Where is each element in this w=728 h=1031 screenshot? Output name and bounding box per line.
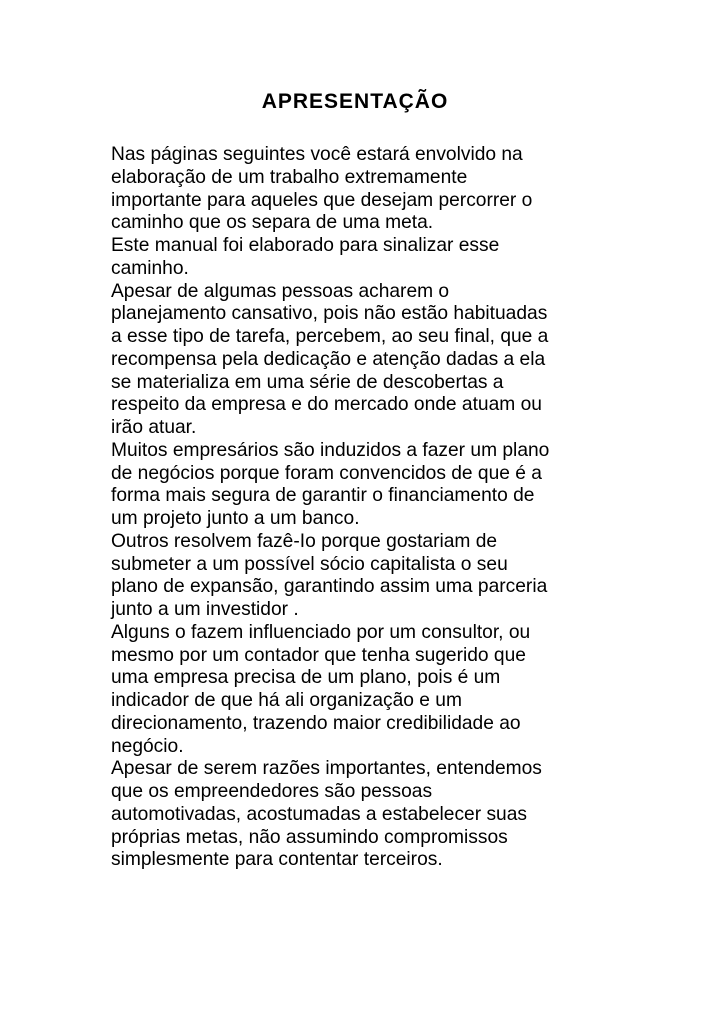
body-text <box>111 144 631 872</box>
text-line: Este manual foi elaborado para sinalizar esse <box>111 235 500 256</box>
text-line: automotivadas, acostumadas a estabelecer suas <box>111 803 527 825</box>
text-line: de negócios porque foram convencidos de que é a <box>111 462 542 484</box>
text-line: próprias metas, não assumindo compromissos <box>111 826 508 848</box>
text-line: um projeto junto a um banco. <box>111 508 360 529</box>
text-line: Muitos empresários são induzidos a fazer um plano <box>111 439 550 461</box>
text-line: plano de expansão, garantindo assim uma parceria <box>111 576 548 598</box>
text-line: planejamento cansativo, pois não estão habituadas <box>111 303 548 325</box>
text-line: uma empresa precisa de um plano, pois é um <box>111 667 501 689</box>
text-line: Apesar de algumas pessoas acharem o <box>111 280 450 302</box>
text-line: mesmo por um contador que tenha sugerido que <box>111 644 526 666</box>
text-line: importante para aqueles que desejam percorrer o <box>111 189 533 211</box>
text-line: Apesar de serem razões importantes, entendemos <box>111 758 542 780</box>
text-line: recompensa pela dedicação e atenção dadas a ela <box>111 348 546 370</box>
text-line: caminho. <box>111 257 189 279</box>
text-line: respeito da empresa e do mercado onde atuam ou <box>111 394 542 416</box>
text-line: que os empreendedores são pessoas <box>111 781 433 802</box>
text-line: direcionamento, trazendo maior credibilidade ao <box>111 712 521 734</box>
text-line: indicador de que há ali organização e um <box>111 690 462 711</box>
page-title: APRESENTAÇÃO <box>261 90 449 113</box>
text-line: caminho que os separa de uma meta. <box>111 212 434 234</box>
text-line: Nas páginas seguintes você estará envolvido na <box>111 144 523 165</box>
text-line: a esse tipo de tarefa, percebem, ao seu final, que a <box>111 326 549 347</box>
text-line: simplesmente para contentar terceiros. <box>111 849 443 871</box>
text-line: se materializa em uma série de descobertas a <box>111 371 504 393</box>
text-line: submeter a um possível sócio capitalista o seu <box>111 553 508 575</box>
text-line: negócio. <box>111 735 184 757</box>
text-line: junto a um investidor . <box>111 599 299 620</box>
text-line: Outros resolvem fazê-Io porque gostariam de <box>111 530 498 552</box>
text-line: elaboração de um trabalho extremamente <box>111 166 468 188</box>
text-line: irão atuar. <box>111 417 197 438</box>
text-line: Alguns o fazem influenciado por um consultor, ou <box>111 621 531 643</box>
text-line: forma mais segura de garantir o financiamento de <box>111 485 535 507</box>
